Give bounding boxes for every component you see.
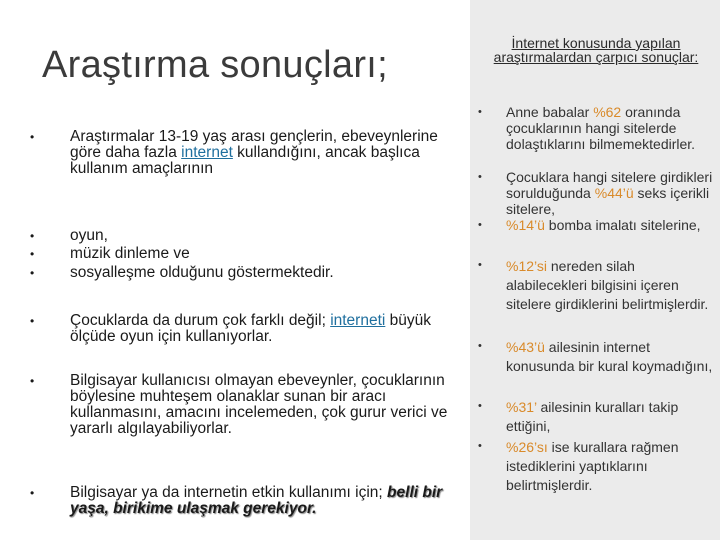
bullet-icon: •: [30, 374, 35, 388]
bullet-icon: •: [30, 130, 35, 144]
bullet-icon: •: [30, 229, 35, 243]
right-panel-title: İnternet konusunda yapılan araştırmalardan çarpıcı sonuçlar:: [493, 35, 699, 65]
bullet-icon: •: [478, 106, 482, 118]
bullet-text: Anne babalar %62 oranında çocuklarının hangi sitelerde dolaştıklarını bilmemektedirler.: [506, 104, 696, 152]
bullet-icon: •: [30, 486, 35, 500]
bullet-icon: •: [30, 247, 35, 261]
bullet-text: %43’ü ailesinin internet konusunda bir kural koymadığını,: [506, 339, 713, 374]
internet-link[interactable]: internet: [181, 144, 233, 161]
bullet-icon: •: [478, 400, 482, 412]
bullet-icon: •: [30, 314, 35, 328]
bullet-icon: •: [478, 259, 482, 271]
bullet-text: Çocuklara hangi sitelere girdikleri sorulduğunda %44’ü seks içerikli sitelere,: [506, 169, 713, 217]
bullet-icon: •: [478, 440, 482, 452]
interneti-link[interactable]: interneti: [330, 312, 386, 329]
bullet-text: Araştırmalar 13-19 yaş arası gençlerin, ebeveynlerine göre daha fazla internet kullandığını, ancak başlıca kullanım amaçlarının: [70, 128, 438, 177]
bullet-text: oyun,: [70, 227, 108, 244]
bullet-icon: •: [30, 266, 35, 280]
bullet-icon: •: [478, 171, 482, 183]
bullet-icon: •: [478, 219, 482, 231]
bullet-text: sosyalleşme olduğunu göstermektedir.: [70, 264, 334, 281]
emphasis-text: belli bir yaşa, birikime ulaşmak gerekiyor.: [70, 484, 443, 517]
bullet-text: %14’ü bomba imalatı sitelerine,: [506, 217, 701, 233]
bullet-text: müzik dinleme ve: [70, 245, 190, 262]
bullet-text: Bilgisayar ya da internetin etkin kullanımı için; belli bir yaşa, birikime ulaşmak gerekiyor.: [70, 484, 443, 517]
bullet-text: %12’si nereden silah alabilecekleri bilgisini içeren sitelere girdiklerini belirtmişlerdir.: [506, 258, 709, 312]
bullet-text: %26’sı ise kurallara rağmen istediklerini yaptıklarını belirtmişlerdir.: [506, 439, 679, 493]
bullet-text: %31’ ailesinin kuralları takip ettiğini,: [506, 399, 679, 434]
bullet-text: Bilgisayar kullanıcısı olmayan ebeveynler, çocuklarının böylesine muhteşem olanaklar sunan bir aracı kullanmasını, amacını incelemeden, çok gurur verici ve yararlı algılayabiliyorlar.: [70, 372, 448, 437]
slide-title: Araştırma sonuçları;: [42, 44, 388, 86]
bullet-text: Çocuklarda da durum çok farklı değil; interneti büyük ölçüde oyun için kullanıyorlar.: [70, 312, 432, 345]
bullet-icon: •: [478, 340, 482, 352]
